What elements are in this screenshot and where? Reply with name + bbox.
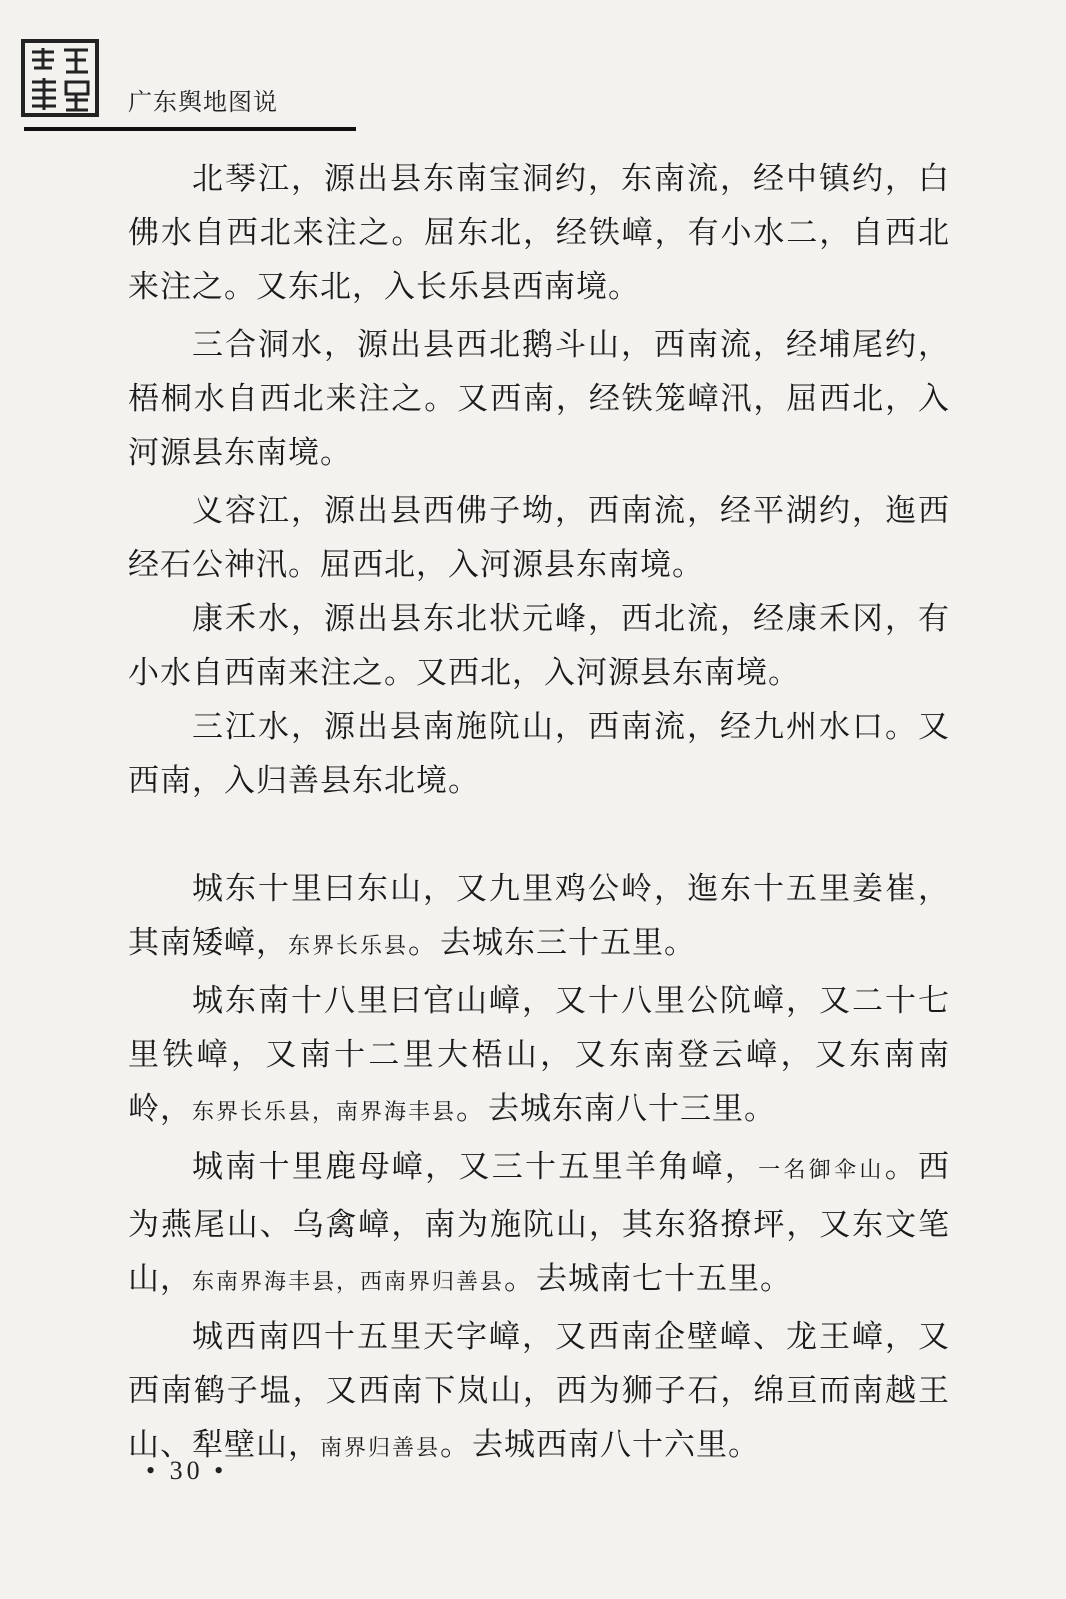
interlinear-note: 东界长乐县，南界海丰县 xyxy=(192,1100,457,1125)
mountain-paragraph xyxy=(128,862,950,974)
main-text: 城南十里鹿母嶂，又三十五里羊角嶂， xyxy=(192,1149,759,1185)
river-paragraph: 义容江，源出县西佛子坳，西南流，经平湖约，迤西经石公神汛。屈西北，入河源县东南境。 xyxy=(128,493,950,583)
main-text: 。西为燕尾山、乌禽嶂，南为施阬山，其东狢撩坪，又东文笔山， xyxy=(128,1149,951,1297)
mountain-paragraph xyxy=(128,1140,950,1310)
header-rule xyxy=(24,127,356,131)
interlinear-note: 南界归善县 xyxy=(320,1436,441,1461)
interlinear-note: 东南界海丰县，西南界归善县 xyxy=(192,1270,505,1295)
main-text: 。去城西南八十六里。 xyxy=(440,1427,761,1463)
body-text xyxy=(128,152,950,1476)
running-header-title: 广东舆地图说 xyxy=(128,88,278,116)
mountain-paragraph xyxy=(128,1310,950,1476)
river-paragraph: 三合洞水，源出县西北鹅斗山，西南流，经埔尾约，梧桐水自西北来注之。又西南，经铁笼嶂汛，屈西北，入河源县东南境。 xyxy=(128,327,950,471)
river-paragraph: 北琴江，源出县东南宝洞约，东南流，经中镇约，白佛水自西北来注之。屈东北，经铁嶂，有小水二，自西北来注之。又东北，入长乐县西南境。 xyxy=(128,161,950,305)
main-text: 城东南十八里曰官山嶂，又十八里公阬嶂，又二十七里铁嶂，又南十二里大梧山，又东南登云嶂，又东南南岭， xyxy=(128,983,950,1127)
main-text: 。去城东三十五里。 xyxy=(408,925,697,961)
page-number: • 30 • xyxy=(146,1456,228,1485)
main-text: 城西南四十五里天字嶂，又西南企壁嶂、龙王嶂，又西南鹤子塭，又西南下岚山，西为狮子石，绵亘而南越王山、犁壁山， xyxy=(128,1319,950,1463)
section-gap xyxy=(128,808,950,862)
river-paragraph: 三江水，源出县南施阬山，西南流，经九州水口。又西南，入归善县东北境。 xyxy=(128,709,950,799)
interlinear-note: 一名御伞山 xyxy=(758,1158,885,1183)
main-text: 。去城南七十五里。 xyxy=(504,1261,793,1297)
interlinear-note: 东界长乐县 xyxy=(288,934,409,959)
square-seal-stamp-icon xyxy=(20,38,100,118)
river-paragraph: 康禾水，源出县东北状元峰，西北流，经康禾冈，有小水自西南来注之。又西北，入河源县东南境。 xyxy=(128,601,950,691)
main-text: 城东十里曰东山，又九里鸡公岭，迤东十五里姜崔，其南矮嶂， xyxy=(128,871,950,961)
main-text: 。去城东南八十三里。 xyxy=(456,1091,777,1127)
mountain-paragraph xyxy=(128,974,950,1140)
